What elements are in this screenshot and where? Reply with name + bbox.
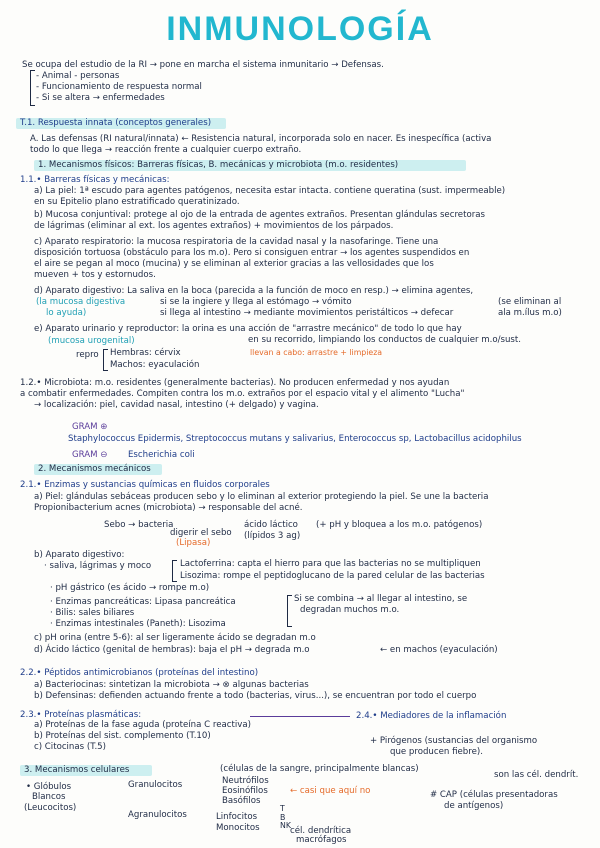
uri-mucosa: (mucosa urogenital) xyxy=(48,336,135,346)
repro-label: repro xyxy=(76,350,99,360)
agranulocitos: Agranulocitos xyxy=(128,810,187,820)
mucosa-line1: b) Mucosa conjuntival: protege al ojo de la entrada de agentes extraños. Presentan glándulas secretoras xyxy=(34,210,485,220)
lipasa: (Lipasa) xyxy=(176,538,211,548)
s12-line2: a combatir enfermedades. Compiten contra los m.o. extraños por el espacio vital y el alimento "Lucha" xyxy=(20,389,465,399)
lactoferrina: Lactoferrina: capta el hierro para que las bacterias no se multipliquen xyxy=(180,559,481,569)
linfo-t: T xyxy=(280,804,285,813)
eosinofilos: Eosinófilos xyxy=(222,786,268,796)
saliva: · saliva, lágrimas y moco xyxy=(44,561,152,571)
m1-heading: 1. Mecanismos físicos: Barreras físicas, B. mecánicas y microbiota (m.o. residentes) xyxy=(38,160,399,170)
linfo-b: B xyxy=(280,813,286,822)
ph-note: (+ pH y bloquea a los m.o. patógenos) xyxy=(316,520,483,530)
m3-heading: 3. Mecanismos celulares xyxy=(24,765,130,775)
m2-heading: 2. Mecanismos mecánicos xyxy=(38,464,151,474)
resp-line1: c) Aparato respiratorio: la mucosa respiratoria de la cavidad nasal y la nasofaringe. Tiene una xyxy=(34,237,439,247)
cap-note2: # CAP (células presentadoras xyxy=(430,790,558,800)
lisozima: Lisozima: rompe el peptidoglucano de la pared celular de las bacterias xyxy=(180,571,485,581)
globulos-2: Blancos xyxy=(32,792,66,802)
dig-defecar: si llega al intestino → mediante movimientos peristálticos → defecar xyxy=(160,308,454,318)
m3-note: (células de la sangre, principalmente blancas) xyxy=(220,764,419,774)
casi-note: ← casi que aquí no xyxy=(290,786,371,796)
neutrofilos: Neutrófilos xyxy=(222,776,269,786)
resp-line2: disposición tortuosa (obstáculo para los m.o). Pero si consiguen entrar → los agentes suspendidos en xyxy=(34,248,470,258)
saliva-bracket xyxy=(172,560,177,582)
enzimas-pancreaticas: · Enzimas pancreáticas: Lipasa pancreática xyxy=(50,597,236,607)
combo-line2: degradan muchos m.o. xyxy=(300,605,400,615)
ph-gastrico: · pH gástrico (es ácido → rompe m.o) xyxy=(50,583,210,593)
dig-note1: (se eliminan al xyxy=(498,297,562,307)
dig-line1: d) Aparato digestivo: La saliva en la boca (parecida a la función de moco en resp.) → elimina agentes, xyxy=(34,286,474,296)
t1-a-line2: todo lo que llega → reacción frente a cualquier cuerpo extraño. xyxy=(30,145,302,155)
intro-item-1: - Animal - personas xyxy=(36,71,120,81)
resp-line4: mueven + tos y estornudos. xyxy=(34,270,156,280)
cap-note1: son las cél. dendrít. xyxy=(494,770,579,780)
cap-note3: de antígenos) xyxy=(444,801,504,811)
s11-heading: 1.1.• Barreras físicas y mecánicas: xyxy=(20,175,170,185)
gram-positive-list: Staphylococcus Epidermis, Streptococcus mutans y salivarius, Enterococcus sp, Lactobacillus acidophilus xyxy=(68,434,522,444)
basofilos: Basófilos xyxy=(222,796,261,806)
s24-heading: 2.4.• Mediadores de la inflamación xyxy=(356,711,507,721)
t1-heading: T.1. Respuesta innata (conceptos generales) xyxy=(20,118,212,128)
d21-note: ← en machos (eyaculación) xyxy=(380,645,498,655)
repro-note: llevan a cabo: arrastre + limpieza xyxy=(250,348,383,357)
resp-line3: el aire se pegan al moco (mucina) y se eliminan al exterior gracias a las vellosidades que los xyxy=(34,259,434,269)
s12-line3: → localización: piel, cavidad nasal, intestino (+ delgado) y vagina. xyxy=(34,400,319,410)
sebo-bacteria: Sebo → bacteria xyxy=(104,520,174,530)
repro-hembras: Hembras: cérvix xyxy=(110,348,181,358)
a22: a) Bacteriocinas: sintetizan la microbiota → ⊗ algunas bacterias xyxy=(34,680,309,690)
gram-negative: GRAM ⊖ xyxy=(72,450,108,460)
bilis: · Bilis: sales biliares xyxy=(50,608,135,618)
repro-bracket xyxy=(103,349,108,371)
dig-mucosa: (la mucosa digestiva xyxy=(36,297,126,307)
p21-line2: Propionibacterium acnes (microbiota) → responsable del acné. xyxy=(34,503,303,513)
d21: d) Ácido láctico (genital de hembras): baja el pH → degrada m.o xyxy=(34,645,310,655)
linfo-nk: NK xyxy=(280,821,291,830)
s21-heading: 2.1.• Enzimas y sustancias químicas en fluidos corporales xyxy=(20,480,270,490)
globulos-3: (Leucocitos) xyxy=(24,803,77,813)
monocitos: Monocitos xyxy=(216,823,260,833)
gram-positive: GRAM ⊕ xyxy=(72,422,108,432)
piel-line2: en su Epitelio plano estratificado queratinizado. xyxy=(34,197,240,207)
uri-line2: en su recorrido, limpiando los conductos de cualquier m.o/sust. xyxy=(248,335,522,345)
acido-lactico: ácido láctico xyxy=(244,520,298,530)
piel-line1: a) La piel: 1ª escudo para agentes patógenos, necesita estar intacta. contiene queratina (sust. impermeable) xyxy=(34,186,506,196)
gram-negative-list: Escherichia coli xyxy=(128,450,195,460)
dig-ayuda: lo ayuda) xyxy=(46,308,87,318)
repro-machos: Machos: eyaculación xyxy=(110,360,200,370)
mucosa-line2: de lágrimas (eliminar al ext. los agentes extraños) + movimientos de los párpados. xyxy=(34,221,394,231)
macrofagos: macrófagos xyxy=(296,835,347,845)
lipidos: (lípidos 3 ag) xyxy=(244,531,301,541)
intro-item-3: - Si se altera → enfermedades xyxy=(36,93,165,103)
b23: b) Proteínas del sist. complemento (T.10) xyxy=(34,731,211,741)
enzimas-intestinales: · Enzimas intestinales (Paneth): Lisozima xyxy=(50,619,226,629)
dig-vomit: si se la ingiere y llega al estómago → vómito xyxy=(160,297,352,307)
t1-a-line1: A. Las defensas (RI natural/innata) ← Resistencia natural, incorporada solo en nacer. Es inespecífica (activa xyxy=(30,134,492,144)
combo-line1: Si se combina → al llegar al intestino, se xyxy=(294,594,468,604)
a23: a) Proteínas de la fase aguda (proteína C reactiva) xyxy=(34,720,251,730)
s23-heading: 2.3.• Proteínas plasmáticas: xyxy=(20,710,142,720)
digerir-sebo: digerir el sebo xyxy=(170,528,232,538)
dig-note2: ala m.ílus m.o) xyxy=(498,308,562,318)
linfocitos: Linfocitos xyxy=(216,812,258,822)
intro-item-2: - Funcionamiento de respuesta normal xyxy=(36,82,202,92)
s24-line2: que producen fiebre). xyxy=(390,747,483,757)
c21: c) pH orina (entre 5-6): al ser ligeramente ácido se degradan m.o xyxy=(34,633,316,643)
dendritica: cél. dendrítica xyxy=(290,826,352,836)
page-title: INMUNOLOGÍA xyxy=(166,10,434,48)
s24-line xyxy=(250,716,350,717)
b22: b) Defensinas: defienden actuando frente a todo (bacterias, virus...), se encuentran por todo el cuerpo xyxy=(34,691,477,701)
s12-line1: 1.2.• Microbiota: m.o. residentes (generalmente bacterias). No producen enfermedad y nos ayudan xyxy=(20,378,450,388)
c23: c) Citocinas (T.5) xyxy=(34,742,106,752)
uri-line1: e) Aparato urinario y reproductor: la orina es una acción de "arrastre mecánico" de todo lo que hay xyxy=(34,324,462,334)
b21-heading: b) Aparato digestivo: xyxy=(34,550,125,560)
p21-line1: a) Piel: glándulas sebáceas producen sebo y lo eliminan al exterior protegiendo la piel. Se une la bacteria xyxy=(34,492,489,502)
globulos-1: • Glóbulos xyxy=(26,782,72,792)
combo-bracket xyxy=(287,595,292,627)
granulocitos: Granulocitos xyxy=(128,780,183,790)
intro-text: Se ocupa del estudio de la RI → pone en marcha el sistema inmunitario → Defensas. xyxy=(22,60,384,70)
s22-heading: 2.2.• Péptidos antimicrobianos (proteínas del intestino) xyxy=(20,668,259,678)
s24-line1: + Pirógenos (sustancias del organismo xyxy=(370,736,538,746)
